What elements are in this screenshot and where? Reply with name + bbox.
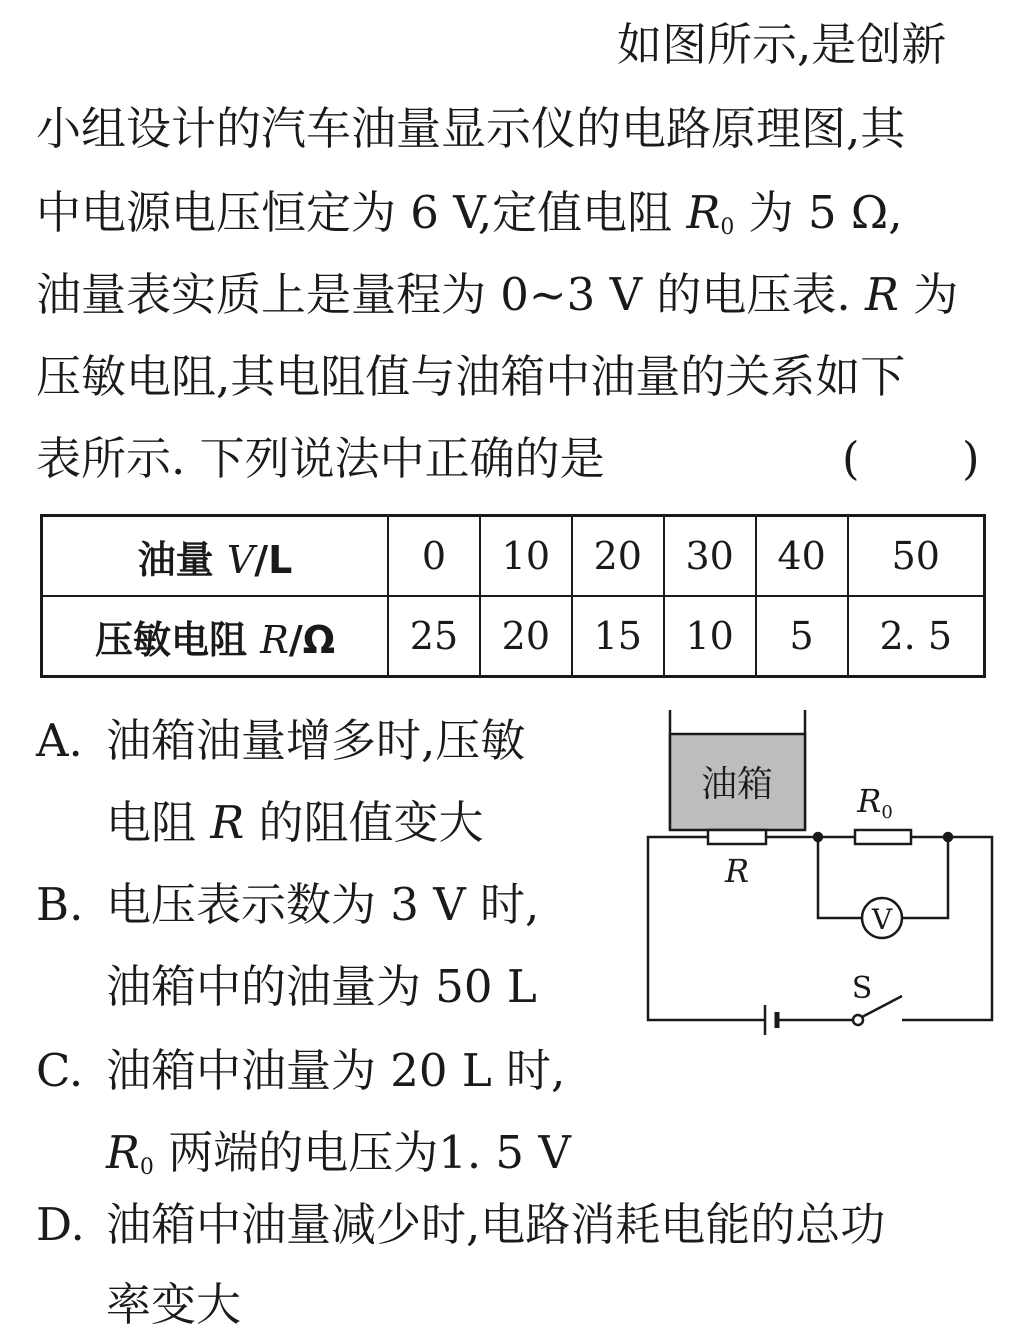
option-c-line-2: $R_0$ 两端的电压为1. 5 V (106, 1126, 571, 1180)
table-cell: 5 (756, 596, 848, 677)
resistor-r0 (855, 830, 911, 844)
question-text: 为 5 Ω, (734, 186, 903, 239)
option-a-line-2: 电阻 R 的阻值变大 (106, 796, 484, 849)
option-a-text: 油箱油量增多时,压敏 (106, 714, 526, 767)
table-cell: 15 (572, 596, 664, 677)
resistor-r (708, 830, 766, 844)
option-b-text: 电压表示数为 3 V 时, (106, 878, 540, 931)
wire-voltmeter-left (818, 837, 862, 918)
variable-r: R (865, 268, 899, 321)
question-line-6: 表所示. 下列说法中正确的是 (36, 432, 605, 485)
wire-voltmeter-right (902, 837, 948, 918)
voltmeter-label: V (871, 903, 893, 936)
question-line-4 (36, 270, 958, 320)
switch-label: S (851, 971, 873, 1006)
option-c-text: 油箱中油量为 20 L 时, (106, 1044, 566, 1097)
option-d-text: 油箱中油量减少时,电路消耗电能的总功 (106, 1198, 886, 1251)
option-a-letter: A. (36, 714, 83, 767)
resistor-r0-label: R0 (857, 782, 893, 823)
answer-paren-close: ) (962, 432, 980, 485)
table-cell: 20 (572, 516, 664, 597)
table-cell: 30 (664, 516, 756, 597)
table-cell: 50 (848, 516, 985, 597)
option-d-letter: D. (36, 1198, 85, 1251)
answer-paren-open: ( (842, 432, 860, 485)
option-d-line-2: 率变大 (106, 1278, 242, 1331)
oil-resistance-table (40, 514, 986, 678)
question-text: 中电源电压恒定为 6 V,定值电阻 (36, 186, 687, 239)
table-cell: 0 (388, 516, 480, 597)
question-text: 为 (898, 268, 959, 321)
table-cell: 20 (480, 596, 572, 677)
option-c (36, 1046, 565, 1096)
option-b-letter: B. (36, 878, 84, 931)
option-c-letter: C. (36, 1044, 84, 1097)
switch-contact (853, 1015, 863, 1025)
tank-label: 油箱 (700, 764, 774, 805)
table-cell: 2. 5 (848, 596, 985, 677)
question-line-5: 压敏电阻,其电阻值与油箱中油量的关系如下 (36, 350, 906, 403)
table-cell: 10 (480, 516, 572, 597)
junction-dot (944, 833, 952, 841)
table-row (42, 596, 985, 677)
option-a (36, 716, 525, 766)
option-b (36, 880, 539, 930)
question-line-3 (36, 188, 903, 253)
table-header-oil-volume: 油量 V/L (42, 516, 389, 597)
option-d (36, 1200, 885, 1250)
option-b-line-2: 油箱中的油量为 50 L (106, 960, 537, 1013)
table-cell: 25 (388, 596, 480, 677)
table-cell: 10 (664, 596, 756, 677)
table-header-resistance: 压敏电阻 R/Ω (42, 596, 389, 677)
circuit-diagram (640, 700, 1010, 1050)
table-row (42, 516, 985, 597)
junction-dot (814, 833, 822, 841)
question-line-1: 如图所示,是创新 (617, 18, 947, 71)
variable-r0: $R_0$ (686, 186, 735, 240)
question-text: 油量表实质上是量程为 0~3 V 的电压表. (36, 268, 865, 321)
question-line-2: 小组设计的汽车油量显示仪的电路原理图,其 (36, 102, 906, 155)
table-cell: 40 (756, 516, 848, 597)
resistor-r-label: R (724, 852, 750, 890)
